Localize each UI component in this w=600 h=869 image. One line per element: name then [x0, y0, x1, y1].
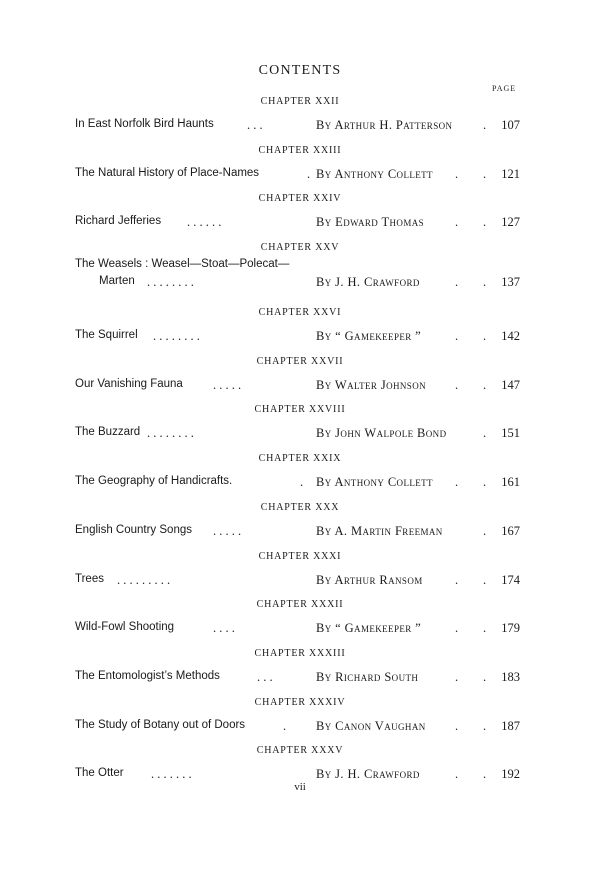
entry-author: By “ Gamekeeper ”	[316, 329, 422, 344]
entry-page-number[interactable]: 183	[501, 669, 520, 684]
leader-dot: .	[455, 475, 459, 490]
entry-page-number[interactable]: 147	[501, 377, 520, 392]
entry-page-number[interactable]: 142	[501, 329, 520, 344]
toc-entry	[0, 697, 600, 746]
entry-page-number[interactable]: 174	[501, 572, 520, 587]
toc-entry	[0, 242, 600, 307]
entry-author: By J. H. Crawford	[316, 767, 420, 782]
leader-dot: .	[483, 523, 487, 538]
toc-entry	[0, 193, 600, 242]
entry-page-number[interactable]: 179	[501, 621, 520, 636]
entry-title[interactable]: The Squirrel	[75, 329, 138, 342]
leader-dots: .	[300, 475, 304, 490]
entry-author: By “ Gamekeeper ”	[316, 621, 422, 636]
leader-dot: .	[483, 275, 487, 290]
chapter-heading: CHAPTER XXXI	[258, 550, 342, 562]
toc-entry	[0, 551, 600, 600]
leader-dot: .	[483, 329, 487, 344]
toc-entry	[0, 307, 600, 356]
leader-dot: .	[483, 215, 487, 230]
toc-line	[75, 329, 520, 345]
entry-title[interactable]: The Study of Botany out of Doors	[75, 718, 246, 731]
toc-entry	[0, 648, 600, 697]
chapter-heading: CHAPTER XXXV	[256, 745, 344, 757]
leader-dot: .	[483, 166, 487, 181]
entry-author: By Walter Johnson	[316, 377, 426, 392]
entry-title[interactable]: English Country Songs	[75, 523, 192, 536]
toc-line	[75, 475, 520, 491]
leader-dot: .	[455, 215, 459, 230]
leader-dots: . . . . . . .	[151, 767, 192, 782]
page-folio: vii	[294, 781, 306, 793]
toc-line	[75, 670, 520, 686]
leader-dot: .	[455, 377, 459, 392]
entry-title[interactable]: Richard Jefferies	[75, 215, 162, 228]
entry-page-number[interactable]: 187	[501, 718, 520, 733]
entry-author: By Canon Vaughan	[316, 718, 426, 733]
chapter-heading: CHAPTER XXXIV	[254, 696, 346, 708]
entry-author: By A. Martin Freeman	[316, 523, 443, 538]
leader-dot: .	[483, 426, 487, 441]
leader-dots: . . . .	[213, 621, 235, 636]
entry-title[interactable]: The Otter	[75, 767, 124, 780]
toc-line	[75, 621, 520, 637]
entry-page-number[interactable]: 127	[501, 215, 520, 230]
entry-title[interactable]: The Geography of Handicrafts.	[75, 475, 233, 488]
entry-page-number[interactable]: 137	[501, 275, 520, 290]
leader-dot: .	[483, 767, 487, 782]
entry-author: By Arthur H. Patterson	[316, 118, 453, 132]
entry-author: By Anthony Collett	[316, 475, 433, 490]
chapter-heading: CHAPTER XXIX	[258, 453, 342, 465]
toc-line	[75, 215, 520, 231]
entry-author: By Anthony Collett	[316, 166, 433, 181]
leader-dots: .	[283, 718, 287, 733]
chapter-heading: CHAPTER XXXII	[256, 599, 344, 611]
entry-author: By John Walpole Bond	[316, 426, 447, 441]
entry-author: By Richard South	[316, 669, 419, 684]
leader-dot: .	[483, 718, 487, 733]
entry-title[interactable]: In East Norfolk Bird Haunts	[75, 118, 214, 130]
leader-dot: .	[483, 118, 487, 132]
toc-line	[75, 524, 520, 540]
leader-dots: .	[307, 166, 311, 181]
leader-dot: .	[483, 572, 487, 587]
entry-title[interactable]: Trees	[75, 572, 104, 585]
entry-author: By J. H. Crawford	[316, 275, 420, 290]
leader-dots: . . . . . . . .	[147, 275, 194, 290]
page-column-label: PAGE	[492, 84, 517, 93]
entry-author: By Edward Thomas	[316, 215, 425, 230]
entry-title[interactable]: The Natural History of Place-Names	[75, 166, 260, 179]
leader-dots: . . . . . . . . .	[117, 572, 171, 587]
leader-dot: .	[483, 669, 487, 684]
toc-entry	[0, 453, 600, 502]
toc-line	[75, 118, 520, 134]
entry-title[interactable]: The Weasels : Weasel—Stoat—Polecat—	[75, 258, 290, 271]
toc-line	[75, 426, 520, 442]
entry-page-number[interactable]: 151	[501, 426, 520, 441]
leader-dot: .	[455, 767, 459, 782]
toc-line-continued	[75, 275, 520, 291]
chapter-heading: CHAPTER XXVIII	[254, 404, 346, 416]
leader-dot: .	[455, 329, 459, 344]
leader-dots: . . . . . . . .	[153, 329, 200, 344]
leader-dot: .	[483, 621, 487, 636]
chapter-heading: CHAPTER XXX	[260, 501, 340, 513]
entry-title[interactable]: Wild-Fowl Shooting	[75, 621, 175, 634]
leader-dots: . . . . . . . .	[147, 426, 194, 441]
leader-dot: .	[455, 718, 459, 733]
leader-dot: .	[455, 669, 459, 684]
leader-dots: . . .	[257, 669, 273, 684]
leader-dots: . . .	[247, 118, 263, 132]
toc-entry	[0, 599, 600, 648]
chapter-heading: CHAPTER XXII	[260, 96, 340, 107]
leader-dots: . . . . . .	[187, 215, 222, 230]
toc-entry	[0, 356, 600, 405]
chapter-heading: CHAPTER XXV	[260, 242, 340, 254]
chapter-heading: CHAPTER XXIV	[258, 193, 342, 205]
toc-list	[0, 96, 600, 794]
leader-dots: . . . . .	[213, 377, 242, 392]
toc-entry	[0, 96, 600, 145]
toc-line	[75, 258, 520, 274]
entry-page-number[interactable]: 192	[501, 767, 520, 782]
toc-line	[75, 378, 520, 394]
page-title: CONTENTS	[258, 63, 342, 78]
leader-dot: .	[455, 572, 459, 587]
toc-entry	[0, 145, 600, 194]
leader-dot: .	[483, 377, 487, 392]
leader-dot: .	[455, 275, 459, 290]
entry-title[interactable]: The Entomologist’s Methods	[75, 669, 220, 682]
entry-page-number[interactable]: 161	[501, 475, 520, 490]
entry-page-number[interactable]: 167	[501, 523, 520, 538]
entry-page-number[interactable]: 107	[501, 118, 520, 132]
entry-title-continued[interactable]: Marten	[99, 275, 135, 288]
toc-line	[75, 167, 520, 183]
entry-author: By Arthur Ransom	[316, 572, 423, 587]
chapter-heading: CHAPTER XXVII	[256, 355, 344, 367]
toc-entry	[0, 404, 600, 453]
entry-page-number[interactable]: 121	[501, 166, 520, 181]
leader-dots: . . . . .	[213, 523, 242, 538]
leader-dot: .	[483, 475, 487, 490]
entry-title[interactable]: The Buzzard	[75, 426, 141, 439]
chapter-heading: CHAPTER XXXIII	[254, 647, 346, 659]
toc-entry	[0, 502, 600, 551]
leader-dot: .	[455, 166, 459, 181]
chapter-heading: CHAPTER XXIII	[258, 144, 342, 156]
toc-line	[75, 573, 520, 589]
chapter-heading: CHAPTER XXVI	[258, 307, 342, 319]
leader-dot: .	[455, 621, 459, 636]
entry-title[interactable]: Our Vanishing Fauna	[75, 377, 183, 390]
toc-line	[75, 719, 520, 735]
